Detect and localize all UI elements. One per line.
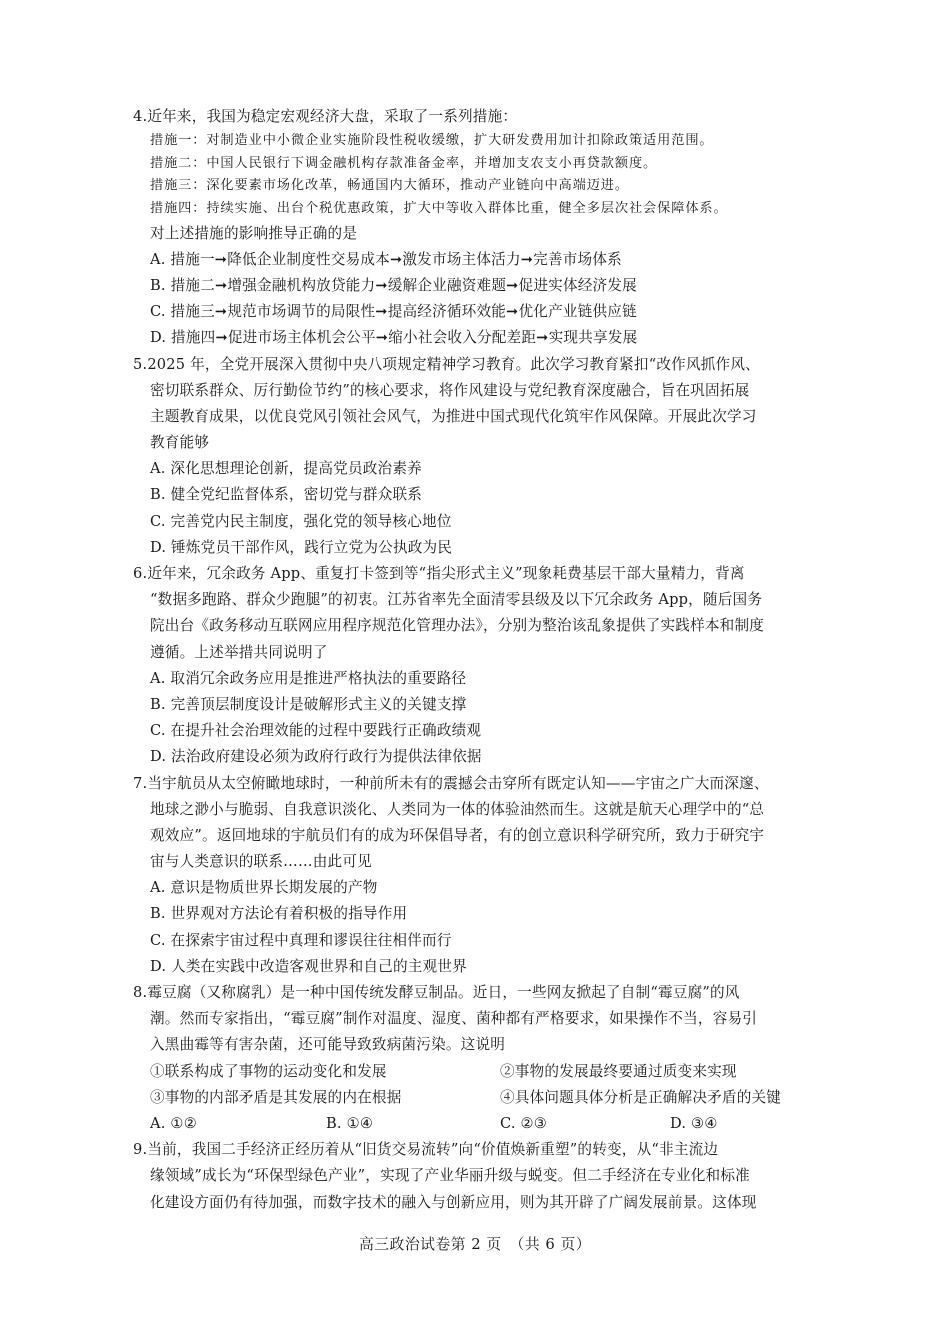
q4-measure-3: 措施三：深化要素市场化改革，畅通国内大循环，推动产业链向中高端迈进。: [150, 178, 629, 194]
question-5: [133, 352, 833, 562]
question-9: [133, 1137, 833, 1216]
q5-line-4: 教育能够: [150, 434, 210, 452]
question-4: [133, 104, 833, 352]
q8-option-d: D. ③④: [670, 1114, 718, 1132]
q8-statement-row-2: [133, 1085, 833, 1111]
q8-line-2: 潮。然而专家指出，“霉豆腐”制作对温度、湿度、菌种都有严格要求，如果操作不当，容易引: [150, 1010, 758, 1028]
q7-line-1: 7.当宇航员从太空俯瞰地球时，一种前所未有的震撼会击穿所有既定认知——宇宙之广大而深邃、: [133, 774, 769, 792]
q8-option-b: B. ①④: [326, 1114, 374, 1132]
q5-option-a: A. 深化思想理论创新，提高党员政治素养: [150, 460, 422, 478]
q5-option-c: C. 完善党内民主制度，强化党的领导核心地位: [150, 512, 452, 530]
q4-option-d: D. 措施四➞促进市场主体机会公平➞缩小社会收入分配差距➞实现共享发展: [150, 329, 638, 347]
q8-statement-3: ③事物的内部矛盾是其发展的内在根据: [150, 1088, 402, 1106]
q5-line-1: 5.2025 年，全党开展深入贯彻中央八项规定精神学习教育。此次学习教育紧扣“改作风抓作风、: [133, 355, 760, 373]
q4-measure-1: 措施一：对制造业中小微企业实施阶段性税收缓缴，扩大研发费用加计扣除政策适用范围。: [150, 133, 714, 149]
q8-options-row: [133, 1111, 833, 1137]
q4-question: 对上述措施的影响推导正确的是: [150, 224, 358, 242]
q9-line-2: 缘领域”成长为“环保型绿色产业”，实现了产业华丽升级与蜕变。但二手经济在专业化和标准: [150, 1167, 750, 1185]
q9-line-3: 化建设方面仍有待加强，而数字技术的融入与创新应用，则为其开辟了广阔发展前景。这体现: [150, 1193, 757, 1211]
q7-option-c: C. 在探索宇宙过程中真理和谬误往往相伴而行: [150, 931, 452, 949]
q8-option-c: C. ②③: [500, 1114, 548, 1132]
q4-option-b: B. 措施二➞增强金融机构放贷能力➞缓解企业融资难题➞促进实体经济发展: [150, 276, 637, 294]
q7-option-d: D. 人类在实践中改造客观世界和自己的主观世界: [150, 957, 467, 975]
q7-line-3: 观效应”。返回地球的宇航员们有的成为环保倡导者，有的创立意识科学研究所，致力于研究宇: [150, 826, 765, 844]
q8-option-a: A. ①②: [150, 1114, 197, 1132]
q6-option-a: A. 取消冗余政务应用是推进严格执法的重要路径: [150, 669, 467, 687]
q8-line-3: 入黑曲霉等有害杂菌，还可能导致致病菌污染。这说明: [150, 1036, 506, 1054]
page-content: [133, 104, 833, 1216]
q5-line-2: 密切联系群众、厉行勤俭节约”的核心要求，将作风建设与党纪教育深度融合，旨在巩固拓展: [150, 381, 750, 399]
question-7: [133, 771, 833, 981]
q6-line-3: 院出台《政务移动互联网应用程序规范化管理办法》，分别为整治该乱象提供了实践样本和制度: [150, 617, 765, 635]
q5-option-b: B. 健全党纪监督体系，密切党与群众联系: [150, 486, 423, 504]
q8-statement-1: ①联系构成了事物的运动变化和发展: [150, 1062, 387, 1080]
q5-line-3: 主题教育成果，以优良党风引领社会风气，为推进中国式现代化筑牢作风保障。开展此次学习: [150, 407, 757, 425]
q4-measure-4: 措施四：持续实施、出台个税优惠政策，扩大中等收入群体比重，健全多层次社会保障体系。: [150, 200, 728, 216]
q8-statement-row-1: [133, 1059, 833, 1085]
q6-option-b: B. 完善顶层制度设计是破解形式主义的关键支撑: [150, 695, 467, 713]
q4-measure-2: 措施二：中国人民银行下调金融机构存款准备金率，并增加支农支小再贷款额度。: [150, 155, 658, 171]
q7-option-a: A. 意识是物质世界长期发展的产物: [150, 879, 378, 897]
q6-line-1: 6.近年来，冗余政务 App、重复打卡签到等“指尖形式主义”现象耗费基层干部大量精力，背离: [133, 565, 745, 582]
page-footer: 高三政治试卷第 2 页 （共 6 页）: [358, 1236, 592, 1253]
question-6: [133, 561, 833, 771]
question-8: [133, 980, 833, 1137]
q7-line-2: 地球之渺小与脆弱、自我意识淡化、人类同为一体的体验油然而生。这就是航天心理学中的“总: [150, 800, 765, 818]
q6-line-2: “数据多跑路、群众少跑腿”的初衷。江苏省率先全面清零县级及以下冗余政务 App，随后国务: [150, 591, 763, 609]
q8-statement-2: ②事物的发展最终要通过质变来实现: [500, 1062, 737, 1080]
q6-option-c: C. 在提升社会治理效能的过程中要践行正确政绩观: [150, 722, 482, 740]
q4-stem: 4.近年来，我国为稳定宏观经济大盘，采取了一系列措施：: [133, 108, 518, 125]
q6-line-4: 遵循。上述举措共同说明了: [150, 643, 328, 661]
q6-option-d: D. 法治政府建设必须为政府行政行为提供法律依据: [150, 748, 482, 766]
q8-line-1: 8.霉豆腐（又称腐乳）是一种中国传统发酵豆制品。近日，一些网友掀起了自制“霉豆腐”的风: [133, 984, 740, 1001]
q5-option-d: D. 锤炼党员干部作风，践行立党为公执政为民: [150, 538, 453, 556]
q8-statement-4: ④具体问题具体分析是正确解决矛盾的关键: [500, 1088, 782, 1106]
q7-option-b: B. 世界观对方法论有着积极的指导作用: [150, 905, 408, 923]
q7-line-4: 宙与人类意识的联系……由此可见: [150, 853, 372, 871]
q4-option-a: A. 措施一➞降低企业制度性交易成本➞激发市场主体活力➞完善市场体系: [150, 250, 622, 268]
q4-option-c: C. 措施三➞规范市场调节的局限性➞提高经济循环效能➞优化产业链供应链: [150, 303, 637, 321]
q9-line-1: 9.当前，我国二手经济正经历着从“旧货交易流转”向“价值焕新重塑”的转变，从“非主流边: [133, 1141, 719, 1159]
